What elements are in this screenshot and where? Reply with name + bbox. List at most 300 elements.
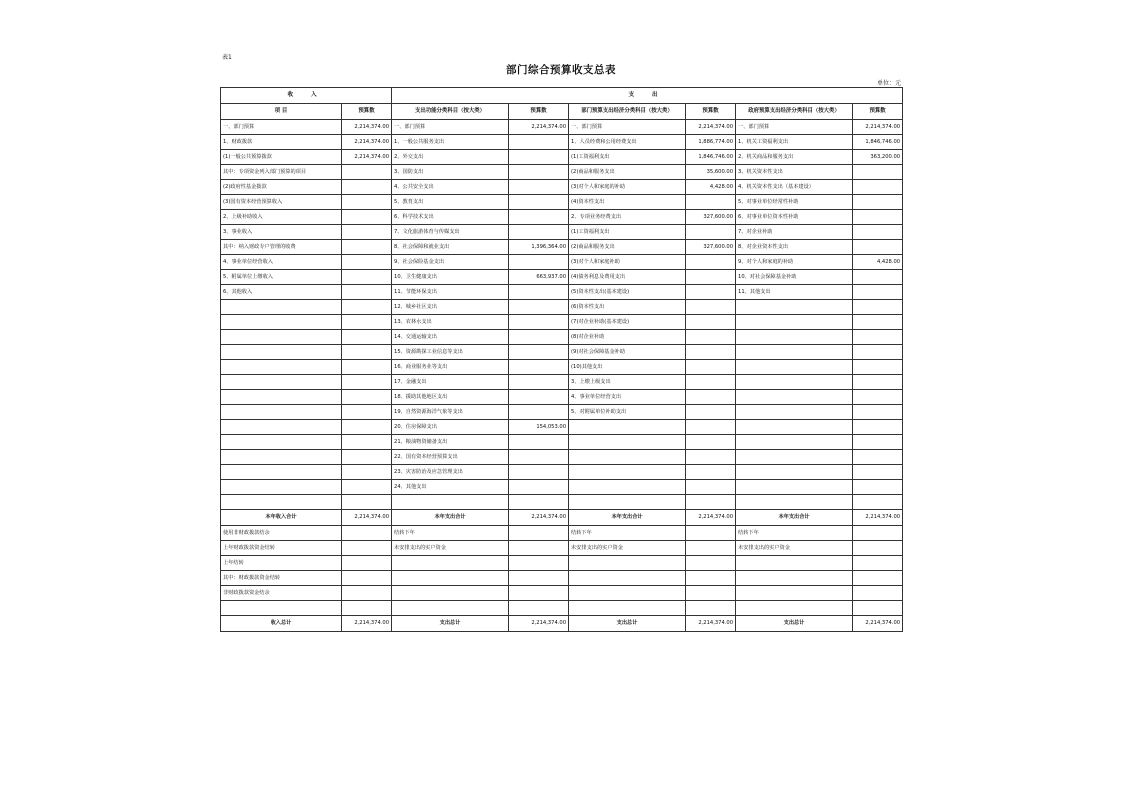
item-cell: 16、商业服务业等支出 xyxy=(392,360,509,375)
col-header-amount: 预算数 xyxy=(509,104,569,120)
item-cell: (1)工资福利支出 xyxy=(569,225,686,240)
table-row xyxy=(221,601,903,616)
item-cell xyxy=(736,420,853,435)
amount-cell xyxy=(853,495,903,510)
amount-cell: 2,214,374.00 xyxy=(342,120,392,135)
item-cell: 支出总计 xyxy=(736,616,853,632)
item-cell xyxy=(569,465,686,480)
item-cell xyxy=(392,495,509,510)
amount-cell xyxy=(342,330,392,345)
item-cell xyxy=(736,405,853,420)
amount-cell: 1,396,364.00 xyxy=(509,240,569,255)
item-cell xyxy=(569,571,686,586)
amount-cell xyxy=(509,450,569,465)
item-cell xyxy=(569,420,686,435)
item-cell: 其中：专项资金列入部门预算的项目 xyxy=(221,165,342,180)
amount-cell xyxy=(853,240,903,255)
table-row xyxy=(221,420,903,435)
amount-cell xyxy=(342,601,392,616)
amount-cell xyxy=(342,495,392,510)
amount-cell xyxy=(686,586,736,601)
amount-cell: 663,937.00 xyxy=(509,270,569,285)
amount-cell xyxy=(853,586,903,601)
amount-cell xyxy=(853,390,903,405)
item-cell xyxy=(736,375,853,390)
amount-cell: 35,600.00 xyxy=(686,165,736,180)
amount-cell xyxy=(342,556,392,571)
item-cell xyxy=(736,571,853,586)
amount-cell xyxy=(509,495,569,510)
amount-cell xyxy=(853,285,903,300)
table-row xyxy=(221,541,903,556)
amount-cell xyxy=(686,225,736,240)
amount-cell xyxy=(686,526,736,541)
table-row xyxy=(221,315,903,330)
amount-cell xyxy=(509,480,569,495)
amount-cell xyxy=(342,586,392,601)
item-cell: 支出总计 xyxy=(569,616,686,632)
page-title: 部门综合预算收支总表 xyxy=(506,64,616,76)
amount-cell xyxy=(686,405,736,420)
amount-cell xyxy=(342,465,392,480)
table-row xyxy=(221,180,903,195)
amount-cell xyxy=(853,225,903,240)
item-cell xyxy=(221,360,342,375)
amount-cell xyxy=(342,345,392,360)
item-cell xyxy=(392,571,509,586)
amount-cell: 2,214,374.00 xyxy=(509,510,569,526)
item-cell: 4、事业单位经营支出 xyxy=(569,390,686,405)
item-cell xyxy=(736,390,853,405)
amount-cell xyxy=(342,210,392,225)
amount-cell xyxy=(853,601,903,616)
item-cell: 1、人员经费和公用经费支出 xyxy=(569,135,686,150)
item-cell: 6、其他收入 xyxy=(221,285,342,300)
item-cell: 一、部门预算 xyxy=(736,120,853,135)
amount-cell xyxy=(342,420,392,435)
year-total-row xyxy=(221,510,903,526)
amount-cell xyxy=(853,465,903,480)
amount-cell xyxy=(686,571,736,586)
table-row xyxy=(221,480,903,495)
amount-cell xyxy=(509,210,569,225)
col-header-amount: 预算数 xyxy=(853,104,903,120)
item-cell: (3)对个人和家庭补助 xyxy=(569,255,686,270)
item-cell xyxy=(736,300,853,315)
amount-cell xyxy=(509,195,569,210)
amount-cell xyxy=(509,180,569,195)
item-cell: (3)国有资本经营预算收入 xyxy=(221,195,342,210)
item-cell: 3、事业收入 xyxy=(221,225,342,240)
amount-cell: 2,214,374.00 xyxy=(342,616,392,632)
table-row xyxy=(221,450,903,465)
item-cell xyxy=(569,586,686,601)
amount-cell xyxy=(686,315,736,330)
item-cell: 一、部门预算 xyxy=(392,120,509,135)
amount-cell xyxy=(853,405,903,420)
item-cell xyxy=(221,495,342,510)
item-cell: 上年财政拨款资金结转 xyxy=(221,541,342,556)
amount-cell: 154,053.00 xyxy=(509,420,569,435)
item-cell xyxy=(569,480,686,495)
item-cell: 未安排支出的实户资金 xyxy=(569,541,686,556)
item-cell: 本年收入合计 xyxy=(221,510,342,526)
amount-cell xyxy=(509,285,569,300)
item-cell xyxy=(569,435,686,450)
amount-cell xyxy=(509,345,569,360)
item-cell xyxy=(736,495,853,510)
amount-cell xyxy=(853,420,903,435)
amount-cell xyxy=(686,495,736,510)
item-cell xyxy=(221,405,342,420)
amount-cell xyxy=(686,300,736,315)
amount-cell xyxy=(509,330,569,345)
amount-cell xyxy=(853,180,903,195)
amount-cell: 1,846,746.00 xyxy=(853,135,903,150)
item-cell: (10)其他支出 xyxy=(569,360,686,375)
amount-cell xyxy=(853,195,903,210)
item-cell: 使用非财政拨款结余 xyxy=(221,526,342,541)
item-cell: 9、社会保险基金支出 xyxy=(392,255,509,270)
amount-cell xyxy=(342,300,392,315)
amount-cell xyxy=(342,180,392,195)
col-header-dept-economic: 部门预算支出经济分类科目（按大类） xyxy=(569,104,686,120)
table-row xyxy=(221,345,903,360)
amount-cell xyxy=(686,541,736,556)
item-cell xyxy=(221,435,342,450)
amount-cell xyxy=(686,390,736,405)
item-cell xyxy=(221,450,342,465)
amount-cell: 2,214,374.00 xyxy=(686,120,736,135)
item-cell: 10、对社会保障基金补助 xyxy=(736,270,853,285)
amount-cell xyxy=(509,465,569,480)
item-cell: 8、社会保障和就业支出 xyxy=(392,240,509,255)
item-cell: 20、住房保障支出 xyxy=(392,420,509,435)
amount-cell xyxy=(853,541,903,556)
amount-cell xyxy=(853,330,903,345)
item-cell: 收入总计 xyxy=(221,616,342,632)
unit-label: 单位：元 xyxy=(876,80,901,87)
item-cell: 结转下年 xyxy=(392,526,509,541)
item-cell: 本年支出合计 xyxy=(569,510,686,526)
amount-cell xyxy=(853,165,903,180)
item-cell: 23、灾害防治及应急管理支出 xyxy=(392,465,509,480)
item-cell: 5、对事业单位经常性补助 xyxy=(736,195,853,210)
amount-cell xyxy=(686,556,736,571)
item-cell xyxy=(736,465,853,480)
item-cell xyxy=(736,556,853,571)
item-cell xyxy=(221,465,342,480)
item-cell: 15、资源勘探工业信息等支出 xyxy=(392,345,509,360)
item-cell: 其中：纳入财政专户管理的收费 xyxy=(221,240,342,255)
item-cell: 11、节能环保支出 xyxy=(392,285,509,300)
table-row xyxy=(221,375,903,390)
amount-cell xyxy=(686,480,736,495)
item-cell: 19、自然资源海洋气象等支出 xyxy=(392,405,509,420)
amount-cell xyxy=(509,150,569,165)
item-cell: 12、城乡社区支出 xyxy=(392,300,509,315)
amount-cell xyxy=(853,526,903,541)
item-cell: 1、一般公共服务支出 xyxy=(392,135,509,150)
item-cell xyxy=(392,586,509,601)
item-cell xyxy=(736,360,853,375)
table-row xyxy=(221,195,903,210)
item-cell xyxy=(569,450,686,465)
amount-cell xyxy=(853,210,903,225)
amount-cell: 4,428.00 xyxy=(686,180,736,195)
table-row xyxy=(221,526,903,541)
item-cell xyxy=(221,390,342,405)
table-row xyxy=(221,240,903,255)
amount-cell xyxy=(686,270,736,285)
item-cell: (2)商品和服务支出 xyxy=(569,165,686,180)
amount-cell xyxy=(342,541,392,556)
item-cell: 2、上级补助收入 xyxy=(221,210,342,225)
item-cell: 一、部门预算 xyxy=(569,120,686,135)
item-cell: 1、机关工资福利支出 xyxy=(736,135,853,150)
item-cell: 17、金融支出 xyxy=(392,375,509,390)
amount-cell: 1,886,774.00 xyxy=(686,135,736,150)
item-cell: 结转下年 xyxy=(736,526,853,541)
amount-cell xyxy=(509,435,569,450)
amount-cell xyxy=(509,541,569,556)
table-row xyxy=(221,210,903,225)
item-cell: 5、附属单位上缴收入 xyxy=(221,270,342,285)
item-cell: 6、对事业单位资本性补助 xyxy=(736,210,853,225)
item-cell: 10、卫生健康支出 xyxy=(392,270,509,285)
amount-cell xyxy=(342,571,392,586)
item-cell: 非财政拨款资金结余 xyxy=(221,586,342,601)
amount-cell: 2,214,374.00 xyxy=(853,120,903,135)
amount-cell xyxy=(853,270,903,285)
item-cell: (7)对企业补助(基本建设) xyxy=(569,315,686,330)
table-row xyxy=(221,300,903,315)
item-cell xyxy=(392,556,509,571)
item-cell: 2、专项业务经费支出 xyxy=(569,210,686,225)
item-cell: 未安排支出的实户资金 xyxy=(736,541,853,556)
table-row xyxy=(221,120,903,135)
item-cell xyxy=(569,495,686,510)
table-row xyxy=(221,225,903,240)
amount-cell xyxy=(509,165,569,180)
table-row xyxy=(221,135,903,150)
amount-cell xyxy=(509,255,569,270)
amount-cell xyxy=(686,601,736,616)
item-cell: 4、事业单位经营收入 xyxy=(221,255,342,270)
item-cell: 1、财政拨款 xyxy=(221,135,342,150)
item-cell xyxy=(736,586,853,601)
table-row xyxy=(221,556,903,571)
col-header-amount: 预算数 xyxy=(686,104,736,120)
amount-cell xyxy=(853,556,903,571)
column-header-row xyxy=(221,104,903,120)
item-cell: 21、粮油物资储备支出 xyxy=(392,435,509,450)
amount-cell xyxy=(686,330,736,345)
amount-cell xyxy=(853,450,903,465)
item-cell: 5、对附属单位补助支出 xyxy=(569,405,686,420)
amount-cell xyxy=(686,450,736,465)
amount-cell xyxy=(342,526,392,541)
table-row xyxy=(221,390,903,405)
item-cell xyxy=(221,345,342,360)
amount-cell xyxy=(853,375,903,390)
table-row xyxy=(221,405,903,420)
amount-cell xyxy=(509,300,569,315)
income-header: 收 入 xyxy=(221,88,392,104)
item-cell xyxy=(221,420,342,435)
amount-cell: 2,214,374.00 xyxy=(686,510,736,526)
item-cell xyxy=(736,345,853,360)
item-cell: 2、外交支出 xyxy=(392,150,509,165)
item-cell: 14、交通运输支出 xyxy=(392,330,509,345)
expense-header: 支 出 xyxy=(392,88,903,104)
amount-cell xyxy=(509,375,569,390)
amount-cell xyxy=(853,480,903,495)
amount-cell: 1,846,746.00 xyxy=(686,150,736,165)
sheet-label: 表1 xyxy=(222,54,232,61)
item-cell: 18、援助其他地区支出 xyxy=(392,390,509,405)
item-cell: 13、农林水支出 xyxy=(392,315,509,330)
amount-cell xyxy=(509,360,569,375)
item-cell: 结转下年 xyxy=(569,526,686,541)
item-cell: 本年支出合计 xyxy=(736,510,853,526)
item-cell: 4、公共安全支出 xyxy=(392,180,509,195)
table-row xyxy=(221,150,903,165)
amount-cell xyxy=(686,345,736,360)
amount-cell xyxy=(509,586,569,601)
table-row xyxy=(221,285,903,300)
table-row xyxy=(221,586,903,601)
item-cell: (9)对社会保障基金补助 xyxy=(569,345,686,360)
amount-cell: 2,214,374.00 xyxy=(342,510,392,526)
col-header-amount: 预算数 xyxy=(342,104,392,120)
item-cell: (4)债务利息及费用支出 xyxy=(569,270,686,285)
item-cell xyxy=(736,315,853,330)
amount-cell: 327,600.00 xyxy=(686,210,736,225)
item-cell xyxy=(221,375,342,390)
amount-cell xyxy=(509,315,569,330)
amount-cell xyxy=(342,450,392,465)
amount-cell xyxy=(342,405,392,420)
amount-cell xyxy=(686,255,736,270)
amount-cell xyxy=(686,420,736,435)
amount-cell xyxy=(342,435,392,450)
amount-cell xyxy=(509,556,569,571)
amount-cell xyxy=(342,480,392,495)
item-cell: 24、其他支出 xyxy=(392,480,509,495)
amount-cell xyxy=(509,135,569,150)
item-cell: 7、对企业补助 xyxy=(736,225,853,240)
item-cell xyxy=(736,601,853,616)
amount-cell xyxy=(342,240,392,255)
item-cell: (2)商品和服务支出 xyxy=(569,240,686,255)
item-cell: (5)资本性支出(基本建设) xyxy=(569,285,686,300)
item-cell xyxy=(569,601,686,616)
item-cell: (6)资本性支出 xyxy=(569,300,686,315)
table-row xyxy=(221,165,903,180)
item-cell: 支出总计 xyxy=(392,616,509,632)
amount-cell xyxy=(853,571,903,586)
item-cell: (1)工资福利支出 xyxy=(569,150,686,165)
item-cell xyxy=(736,330,853,345)
item-cell xyxy=(221,315,342,330)
col-header-item: 项 目 xyxy=(221,104,342,120)
amount-cell xyxy=(509,601,569,616)
amount-cell: 327,600.00 xyxy=(686,240,736,255)
item-cell xyxy=(736,435,853,450)
item-cell: 8、对企业资本性支出 xyxy=(736,240,853,255)
amount-cell: 2,214,374.00 xyxy=(686,616,736,632)
item-cell: 6、科学技术支出 xyxy=(392,210,509,225)
amount-cell: 2,214,374.00 xyxy=(342,150,392,165)
item-cell xyxy=(221,330,342,345)
col-header-function: 支出功能分类科目（按大类） xyxy=(392,104,509,120)
amount-cell xyxy=(342,285,392,300)
item-cell xyxy=(221,300,342,315)
item-cell xyxy=(221,480,342,495)
item-cell: 5、教育支出 xyxy=(392,195,509,210)
amount-cell xyxy=(686,195,736,210)
amount-cell xyxy=(853,345,903,360)
amount-cell: 2,214,374.00 xyxy=(853,510,903,526)
amount-cell xyxy=(342,195,392,210)
amount-cell: 2,214,374.00 xyxy=(509,616,569,632)
amount-cell xyxy=(853,360,903,375)
table-row xyxy=(221,255,903,270)
item-cell: 上年结转 xyxy=(221,556,342,571)
item-cell xyxy=(392,601,509,616)
item-cell: 本年支出合计 xyxy=(392,510,509,526)
amount-cell xyxy=(853,315,903,330)
col-header-gov-economic: 政府预算支出经济分类科目（按大类） xyxy=(736,104,853,120)
amount-cell xyxy=(686,285,736,300)
amount-cell xyxy=(686,375,736,390)
item-cell: 未安排支出的实户资金 xyxy=(392,541,509,556)
table-row xyxy=(221,571,903,586)
grand-total-row xyxy=(221,616,903,632)
table-row xyxy=(221,270,903,285)
amount-cell xyxy=(509,390,569,405)
item-cell: 3、国防支出 xyxy=(392,165,509,180)
budget-table xyxy=(220,87,903,632)
item-cell xyxy=(221,601,342,616)
amount-cell xyxy=(509,405,569,420)
item-cell: (2)政府性基金拨款 xyxy=(221,180,342,195)
table-row xyxy=(221,465,903,480)
amount-cell xyxy=(342,165,392,180)
item-cell: (1)一般公共预算拨款 xyxy=(221,150,342,165)
amount-cell xyxy=(342,360,392,375)
item-cell: (3)对个人和家庭的补助 xyxy=(569,180,686,195)
amount-cell: 2,214,374.00 xyxy=(509,120,569,135)
table-row xyxy=(221,360,903,375)
item-cell: (8)对企业补助 xyxy=(569,330,686,345)
amount-cell xyxy=(853,300,903,315)
table-row xyxy=(221,435,903,450)
amount-cell xyxy=(342,390,392,405)
item-cell: 9、对个人和家庭的补助 xyxy=(736,255,853,270)
amount-cell xyxy=(686,360,736,375)
item-cell: 22、国有资本经营预算支出 xyxy=(392,450,509,465)
amount-cell: 363,200.00 xyxy=(853,150,903,165)
amount-cell xyxy=(853,435,903,450)
amount-cell xyxy=(509,225,569,240)
item-cell: (4)资本性支出 xyxy=(569,195,686,210)
item-cell: 11、其他支出 xyxy=(736,285,853,300)
amount-cell: 2,214,374.00 xyxy=(853,616,903,632)
item-cell: 一、部门预算 xyxy=(221,120,342,135)
amount-cell xyxy=(686,435,736,450)
